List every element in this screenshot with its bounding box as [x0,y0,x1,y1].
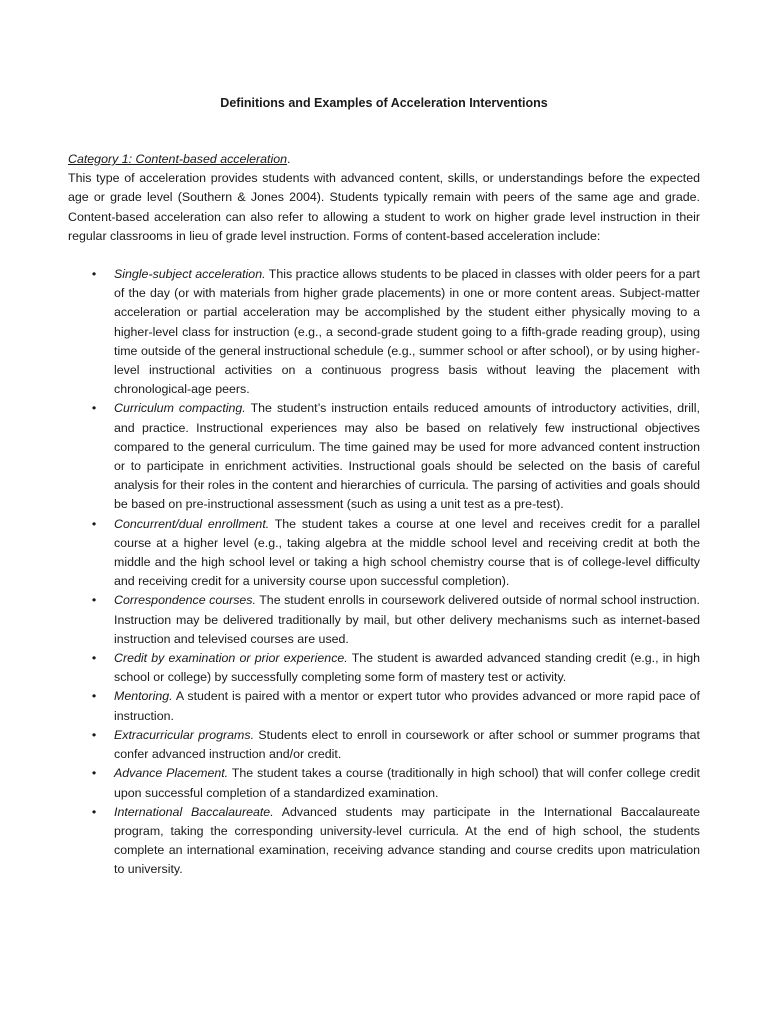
list-item-term: Credit by examination or prior experience. [114,651,348,666]
category-paragraph [68,150,700,246]
category-intro: This type of acceleration provides students with advanced content, skills, or understandings before the expected age or grade level (Southern & Jones 2004). Students typically remain with peers of the same age and grade. Content-based acceleration can also refer to allowing a student to work on higher grade level instruction in their regular classrooms in lieu of grade level instruction. Forms of content-based acceleration include: [68,171,700,243]
list-item-term: Curriculum compacting. [114,401,246,416]
list-item-advance-placement [68,764,700,802]
list-item-text: The student takes a course at one level and receives credit for a parallel course at a higher level (e.g., taking algebra at the middle school level and receiving credit at both the middle and the high school level or taking a high school chemistry course that is of college-level difficulty and receiving credit for a university course upon successful completion). [114,516,700,589]
list-item-term: Correspondence courses. [114,593,256,608]
list-item-text: This practice allows students to be placed in classes with older peers for a part of the day (or with materials from higher grade placements) in one or more content areas. Subject-matter acceleration or partial acceleration may be accomplished by the student either physically moving to a higher-level class for instruction (e.g., a second-grade student going to a fifth-grade reading group), using time outside of the general instructional schedule (e.g., summer school or after school), or by using higher-level instructional activities on a continuous progress basis without leaving the placement with chronological-age peers. [114,267,700,397]
bullet-icon: • [91,401,97,416]
list-item-term: Advance Placement. [114,766,229,781]
bullet-icon: • [91,593,97,608]
list-item-term: Mentoring. [114,689,173,704]
list-item-text: Students elect to enroll in coursework or after school or summer programs that confer advanced instruction and/or credit. [114,727,700,762]
document-body [68,150,700,880]
acceleration-forms-list [68,265,700,880]
list-item-mentoring [68,687,700,725]
bullet-icon: • [91,651,97,666]
list-item-text: The student is awarded advanced standing credit (e.g., in high school or college) by successfully completing some form of mastery test or activity. [114,651,700,685]
bullet-icon: • [91,804,97,819]
list-item-correspondence-courses [68,591,700,649]
bullet-icon: • [91,766,97,781]
page-title: Definitions and Examples of Acceleration Interventions [220,96,548,110]
list-item-text: The student enrolls in coursework delivered outside of normal school instruction. Instruction may be delivered traditionally by mail, but other delivery mechanisms such as internet-based instruction and televised courses are used. [114,593,700,646]
list-item-text: Advanced students may participate in the International Baccalaureate program, taking the corresponding university-level curricula. At the end of high school, the students complete an international examination, receiving advance standing and course credits upon matriculation to university. [114,804,700,877]
list-item-text: The student’s instruction entails reduced amounts of introductory activities, drill, and practice. Instructional experiences may also be based on relatively few instructional objectives compared to the general curriculum. The time gained may be used for more advanced content instruction or to participate in enrichment activities. Instructional goals should be selected on the basis of careful analysis for their roles in the content and hierarchies of curricula. The parsing of activities and goals should be based on pre-instructional assessment (such as using a unit test as a pre-test). [114,401,700,512]
list-item-term: Concurrent/dual enrollment. [114,516,270,531]
bullet-icon: • [91,727,97,742]
bullet-icon: • [91,689,97,704]
list-item-concurrent-dual-enrollment [68,515,700,592]
list-item-term: Extracurricular programs. [114,727,255,742]
list-item-single-subject-acceleration [68,265,700,399]
bullet-icon: • [91,516,97,531]
list-item-term: International Baccalaureate. [114,804,274,819]
bullet-icon: • [91,267,97,282]
list-item-text: A student is paired with a mentor or expert tutor who provides advanced or more rapid pace of instruction. [114,689,700,723]
category-heading: Category 1: Content-based acceleration [68,152,288,166]
category-heading-period: . [287,152,291,166]
list-item-term: Single-subject acceleration. [114,267,266,282]
list-item-curriculum-compacting [68,399,700,514]
list-item-extracurricular-programs [68,726,700,764]
list-item-international-baccalaureate [68,803,700,880]
list-item-credit-by-examination [68,649,700,687]
list-item-text: The student takes a course (traditionally in high school) that will confer college credit upon successful completion of a standardized examination. [114,766,700,800]
